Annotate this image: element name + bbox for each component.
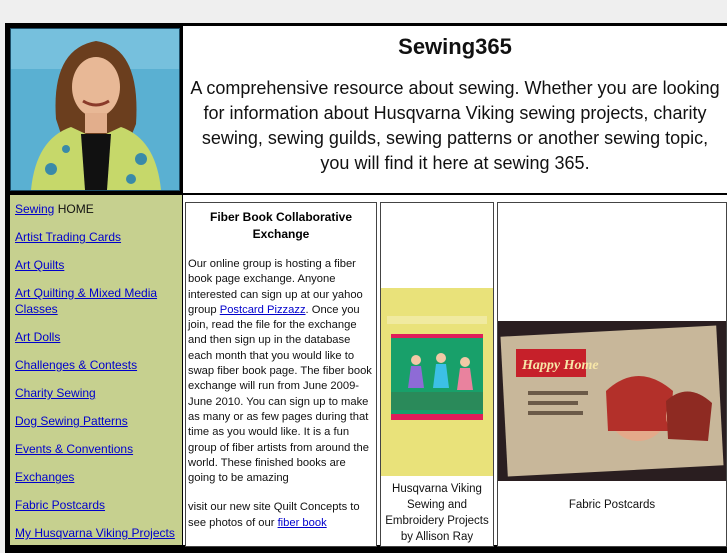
header <box>183 26 727 193</box>
site-description: A comprehensive resource about sewing. Whether you are looking for information about Husqvarna Viking sewing projects, charity sewing, sewing guilds, sewing patterns or another sewing topic, you will find it here at sewing 365. <box>190 78 720 173</box>
main-content <box>183 195 727 545</box>
author-photo <box>10 28 180 191</box>
article-body <box>186 257 376 531</box>
sidebar-item-artist-trading-cards[interactable]: Artist Trading Cards <box>15 230 122 244</box>
article-cell <box>185 202 377 547</box>
sidebar-item-art-quilting-classes[interactable]: Art Quilting & Mixed Media Classes <box>15 286 158 316</box>
fiber-book-link[interactable]: fiber book <box>277 516 327 529</box>
sidebar-item-fabric-postcards[interactable]: Fabric Postcards <box>15 498 106 512</box>
sidebar-nav <box>10 195 182 545</box>
sidebar-home-suffix: HOME <box>54 202 94 216</box>
article-text-2: . Once you join, read the file for the exchange and then sign up in the database each month that you would like to swap fiber book page. The fiber book exchange will run from June 2009-June 2010. You can sign up to make as many or as few pages during that time as you would like. It is a fun group of fiber artists from around the world. These finished books are going to be amazing <box>188 303 372 485</box>
sidebar-item-dog-sewing-patterns[interactable]: Dog Sewing Patterns <box>15 414 128 428</box>
towel-image[interactable] <box>381 288 493 476</box>
sidebar-item-exchanges[interactable]: Exchanges <box>15 470 75 484</box>
sidebar-item-husqvarna-projects[interactable]: My Husqvarna Viking Projects <box>15 526 175 540</box>
sidebar-item-art-quilts[interactable]: Art Quilts <box>15 258 65 272</box>
postcard-image[interactable] <box>498 321 726 481</box>
sidebar-item-home <box>15 201 180 217</box>
postcard-image-text: Happy Home <box>522 358 599 373</box>
article-text-1: Our online group is hosting a fiber book page exchange. Anyone interested can sign up at our yahoo group <box>188 258 363 316</box>
postcard-caption: Fabric Postcards <box>568 499 656 511</box>
towel-caption: Husqvarna Viking Sewing and Embroidery Projects by Allison Ray <box>385 483 489 543</box>
article-text-3: visit our new site Quilt Concepts to see photos of our <box>188 501 360 529</box>
sidebar-item-challenges-contests[interactable]: Challenges & Contests <box>15 358 138 372</box>
site-title: Sewing365 <box>398 34 512 59</box>
sidebar-item-art-dolls[interactable]: Art Dolls <box>15 330 61 344</box>
towel-card <box>380 202 494 547</box>
sidebar-home-link[interactable]: Sewing <box>15 202 55 216</box>
postcard-pizzazz-link[interactable]: Postcard Pizzazz <box>219 303 306 316</box>
sidebar-item-charity-sewing[interactable]: Charity Sewing <box>15 386 96 400</box>
sidebar-item-events-conventions[interactable]: Events & Conventions <box>15 442 134 456</box>
postcard-card <box>497 202 727 547</box>
article-title: Fiber Book Collaborative Exchange <box>209 210 353 241</box>
